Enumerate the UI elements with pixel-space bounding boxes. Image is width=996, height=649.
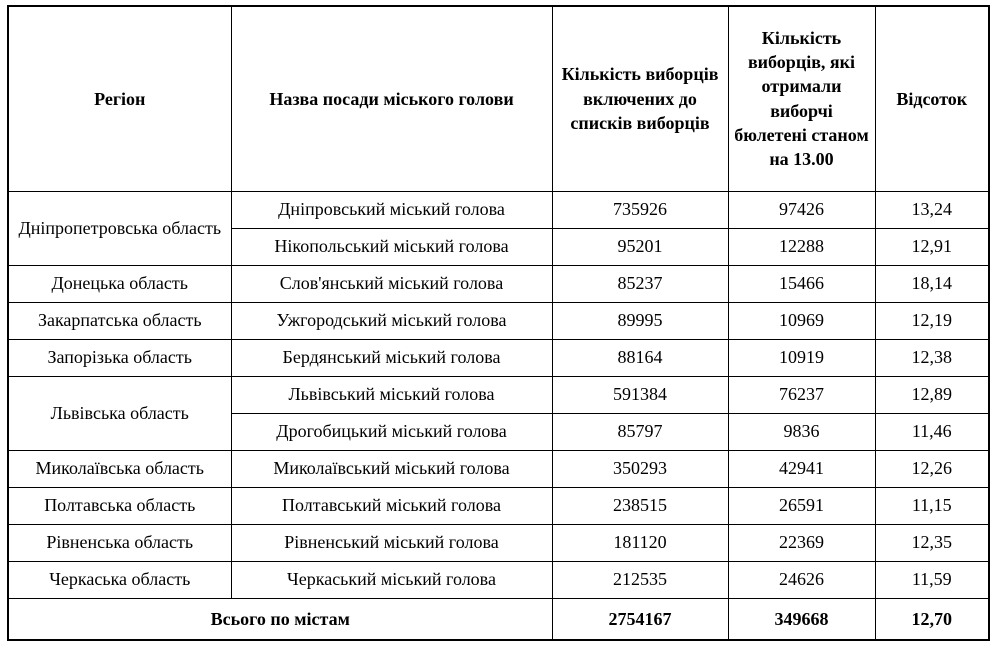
position-cell: Нікопольський міський голова [231,228,552,265]
header-position: Назва посади міського голови [231,6,552,191]
voters-cell: 238515 [552,487,728,524]
position-cell: Дрогобицький міський голова [231,413,552,450]
total-row [8,598,989,640]
total-percent-cell: 12,70 [875,598,989,640]
ballots-cell: 22369 [728,524,875,561]
percent-cell: 18,14 [875,265,989,302]
ballots-cell: 15466 [728,265,875,302]
voters-cell: 735926 [552,191,728,228]
region-cell: Запорізька область [8,339,231,376]
table-row [8,191,989,228]
position-cell: Миколаївський міський голова [231,450,552,487]
position-cell: Львівський міський голова [231,376,552,413]
voters-cell: 591384 [552,376,728,413]
region-cell: Закарпатська область [8,302,231,339]
position-cell: Ужгородський міський голова [231,302,552,339]
ballots-cell: 10969 [728,302,875,339]
election-results-table [7,5,990,641]
table-row [8,561,989,598]
header-ballots: Кількість виборців, які отримали виборчі бюлетені станом на 13.00 [728,6,875,191]
voters-cell: 212535 [552,561,728,598]
ballots-cell: 10919 [728,339,875,376]
position-cell: Слов'янський міський голова [231,265,552,302]
region-cell: Рівненська область [8,524,231,561]
voters-cell: 95201 [552,228,728,265]
table-row [8,265,989,302]
ballots-cell: 12288 [728,228,875,265]
percent-cell: 13,24 [875,191,989,228]
voters-cell: 85797 [552,413,728,450]
voters-cell: 181120 [552,524,728,561]
position-cell: Полтавський міський голова [231,487,552,524]
position-cell: Бердянський міський голова [231,339,552,376]
percent-cell: 12,91 [875,228,989,265]
ballots-cell: 42941 [728,450,875,487]
percent-cell: 12,26 [875,450,989,487]
position-cell: Черкаський міський голова [231,561,552,598]
table-row [8,487,989,524]
region-cell: Миколаївська область [8,450,231,487]
ballots-cell: 76237 [728,376,875,413]
percent-cell: 11,15 [875,487,989,524]
ballots-cell: 26591 [728,487,875,524]
voters-cell: 85237 [552,265,728,302]
position-cell: Дніпровський міський голова [231,191,552,228]
percent-cell: 12,35 [875,524,989,561]
percent-cell: 12,38 [875,339,989,376]
table-header-row [8,6,989,191]
total-ballots-cell: 349668 [728,598,875,640]
region-cell: Черкаська область [8,561,231,598]
ballots-cell: 24626 [728,561,875,598]
total-voters-cell: 2754167 [552,598,728,640]
region-cell: Полтавська область [8,487,231,524]
position-cell: Рівненський міський голова [231,524,552,561]
percent-cell: 12,19 [875,302,989,339]
total-label-cell: Всього по містам [8,598,552,640]
ballots-cell: 9836 [728,413,875,450]
header-region: Регіон [8,6,231,191]
region-cell: Дніпропетровська область [8,191,231,265]
table-row [8,302,989,339]
header-percent: Відсоток [875,6,989,191]
voters-cell: 89995 [552,302,728,339]
voters-cell: 88164 [552,339,728,376]
voters-cell: 350293 [552,450,728,487]
table-row [8,524,989,561]
table-row [8,376,989,413]
region-cell: Львівська область [8,376,231,450]
table-row [8,450,989,487]
percent-cell: 11,46 [875,413,989,450]
percent-cell: 12,89 [875,376,989,413]
percent-cell: 11,59 [875,561,989,598]
header-voters: Кількість виборців включених до списків виборців [552,6,728,191]
table-row [8,339,989,376]
region-cell: Донецька область [8,265,231,302]
ballots-cell: 97426 [728,191,875,228]
